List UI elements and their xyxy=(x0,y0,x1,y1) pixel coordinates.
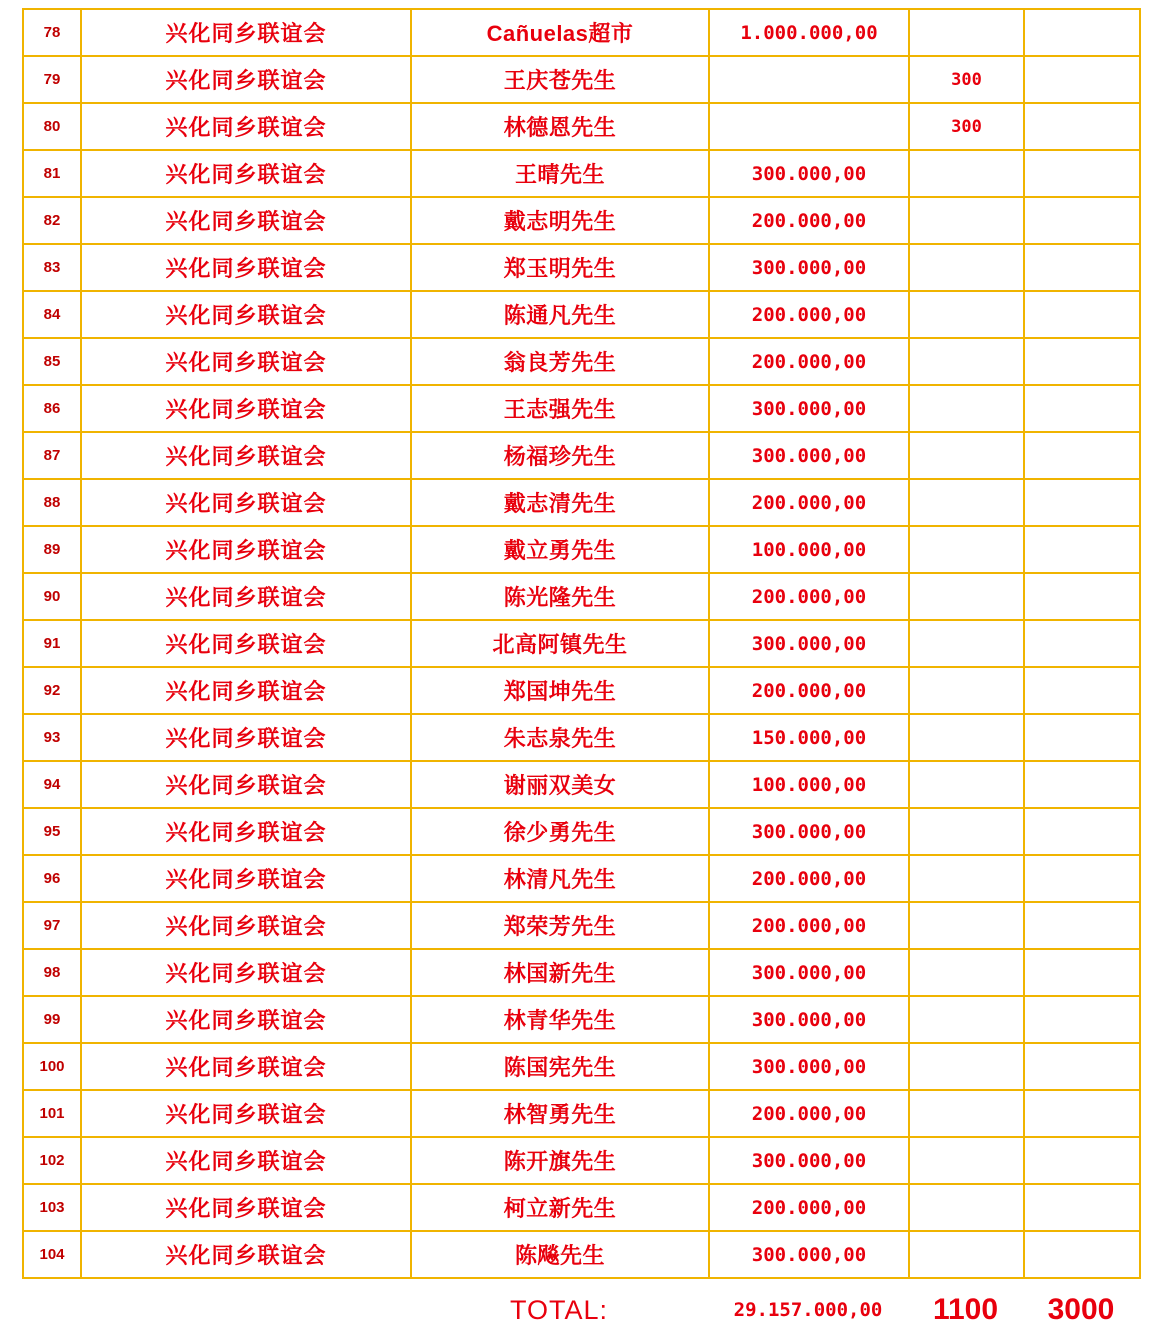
row-amount: 200.000,00 xyxy=(709,1090,909,1137)
row-amount: 200.000,00 xyxy=(709,902,909,949)
table-row xyxy=(23,949,1140,996)
row-organization: 兴化同乡联谊会 xyxy=(81,197,411,244)
row-organization: 兴化同乡联谊会 xyxy=(81,949,411,996)
row-index: 83 xyxy=(23,244,81,291)
row-index: 97 xyxy=(23,902,81,949)
total-quantity-a: 1100 xyxy=(932,1293,999,1326)
row-index: 84 xyxy=(23,291,81,338)
row-index: 89 xyxy=(23,526,81,573)
row-amount: 300.000,00 xyxy=(709,1231,909,1278)
row-quantity-b xyxy=(1024,103,1140,150)
row-amount: 1.000.000,00 xyxy=(709,9,909,56)
row-quantity-b xyxy=(1024,855,1140,902)
row-index: 94 xyxy=(23,761,81,808)
row-donor: 郑国坤先生 xyxy=(411,667,709,714)
row-quantity-a xyxy=(909,714,1024,761)
table-row xyxy=(23,1043,1140,1090)
table-row xyxy=(23,1090,1140,1137)
row-index: 91 xyxy=(23,620,81,667)
row-donor: 陈飚先生 xyxy=(411,1231,709,1278)
row-quantity-a xyxy=(909,902,1024,949)
row-quantity-b xyxy=(1024,620,1140,667)
row-organization: 兴化同乡联谊会 xyxy=(81,479,411,526)
row-amount: 200.000,00 xyxy=(709,338,909,385)
row-organization: 兴化同乡联谊会 xyxy=(81,103,411,150)
row-amount xyxy=(709,103,909,150)
donations-table-body xyxy=(23,9,1140,1278)
row-organization: 兴化同乡联谊会 xyxy=(81,902,411,949)
row-amount: 300.000,00 xyxy=(709,1137,909,1184)
total-quantity-b: 3000 xyxy=(1047,1293,1115,1326)
total-row xyxy=(22,1279,1139,1341)
row-donor: 王晴先生 xyxy=(411,150,709,197)
row-amount: 150.000,00 xyxy=(709,714,909,761)
row-donor: 林智勇先生 xyxy=(411,1090,709,1137)
table-row xyxy=(23,902,1140,949)
row-index: 102 xyxy=(23,1137,81,1184)
row-amount: 100.000,00 xyxy=(709,526,909,573)
row-donor: 朱志泉先生 xyxy=(411,714,709,761)
row-donor: 林德恩先生 xyxy=(411,103,709,150)
row-organization: 兴化同乡联谊会 xyxy=(81,1043,411,1090)
total-amount: 29.157.000,00 xyxy=(733,1299,883,1321)
row-quantity-b xyxy=(1024,573,1140,620)
row-quantity-a xyxy=(909,1090,1024,1137)
row-donor: 林青华先生 xyxy=(411,996,709,1043)
row-amount: 200.000,00 xyxy=(709,667,909,714)
row-donor: 林清凡先生 xyxy=(411,855,709,902)
row-amount: 300.000,00 xyxy=(709,949,909,996)
table-row xyxy=(23,996,1140,1043)
row-index: 92 xyxy=(23,667,81,714)
row-index: 93 xyxy=(23,714,81,761)
row-donor: 郑荣芳先生 xyxy=(411,902,709,949)
row-quantity-a xyxy=(909,855,1024,902)
row-quantity-a xyxy=(909,526,1024,573)
table-row xyxy=(23,714,1140,761)
row-quantity-a xyxy=(909,761,1024,808)
row-amount: 200.000,00 xyxy=(709,855,909,902)
row-amount: 300.000,00 xyxy=(709,432,909,479)
row-index: 103 xyxy=(23,1184,81,1231)
row-donor: 柯立新先生 xyxy=(411,1184,709,1231)
row-index: 79 xyxy=(23,56,81,103)
row-amount xyxy=(709,56,909,103)
row-quantity-a xyxy=(909,1043,1024,1090)
row-quantity-b xyxy=(1024,949,1140,996)
row-quantity-b xyxy=(1024,56,1140,103)
row-quantity-a xyxy=(909,479,1024,526)
table-row xyxy=(23,855,1140,902)
row-quantity-a xyxy=(909,996,1024,1043)
row-index: 88 xyxy=(23,479,81,526)
row-amount: 100.000,00 xyxy=(709,761,909,808)
row-donor: 谢丽双美女 xyxy=(411,761,709,808)
table-row xyxy=(23,150,1140,197)
row-quantity-b xyxy=(1024,1043,1140,1090)
row-amount: 300.000,00 xyxy=(709,808,909,855)
table-row xyxy=(23,479,1140,526)
row-organization: 兴化同乡联谊会 xyxy=(81,761,411,808)
row-index: 96 xyxy=(23,855,81,902)
row-index: 82 xyxy=(23,197,81,244)
table-row xyxy=(23,385,1140,432)
table-row xyxy=(23,667,1140,714)
row-amount: 200.000,00 xyxy=(709,479,909,526)
row-amount: 300.000,00 xyxy=(709,150,909,197)
row-index: 95 xyxy=(23,808,81,855)
row-quantity-a xyxy=(909,244,1024,291)
table-row xyxy=(23,103,1140,150)
row-donor: 林国新先生 xyxy=(411,949,709,996)
row-index: 98 xyxy=(23,949,81,996)
row-organization: 兴化同乡联谊会 xyxy=(81,714,411,761)
row-quantity-b xyxy=(1024,338,1140,385)
row-organization: 兴化同乡联谊会 xyxy=(81,1137,411,1184)
row-donor: 陈光隆先生 xyxy=(411,573,709,620)
row-quantity-b xyxy=(1024,1231,1140,1278)
row-organization: 兴化同乡联谊会 xyxy=(81,667,411,714)
row-quantity-b xyxy=(1024,1137,1140,1184)
row-quantity-b xyxy=(1024,526,1140,573)
row-organization: 兴化同乡联谊会 xyxy=(81,1184,411,1231)
row-quantity-a xyxy=(909,1231,1024,1278)
row-donor: 戴志清先生 xyxy=(411,479,709,526)
row-organization: 兴化同乡联谊会 xyxy=(81,244,411,291)
row-organization: 兴化同乡联谊会 xyxy=(81,385,411,432)
row-quantity-a xyxy=(909,667,1024,714)
row-quantity-a xyxy=(909,385,1024,432)
row-organization: 兴化同乡联谊会 xyxy=(81,9,411,56)
row-quantity-b xyxy=(1024,761,1140,808)
row-organization: 兴化同乡联谊会 xyxy=(81,620,411,667)
row-index: 90 xyxy=(23,573,81,620)
row-amount: 200.000,00 xyxy=(709,1184,909,1231)
table-row xyxy=(23,56,1140,103)
table-row xyxy=(23,1137,1140,1184)
donations-table xyxy=(22,8,1141,1279)
row-organization: 兴化同乡联谊会 xyxy=(81,855,411,902)
row-quantity-a: 300 xyxy=(909,103,1024,150)
row-quantity-a xyxy=(909,573,1024,620)
table-row xyxy=(23,526,1140,573)
row-quantity-a xyxy=(909,9,1024,56)
row-amount: 200.000,00 xyxy=(709,291,909,338)
row-donor: 北高阿镇先生 xyxy=(411,620,709,667)
row-quantity-b xyxy=(1024,385,1140,432)
row-quantity-a xyxy=(909,432,1024,479)
table-row xyxy=(23,244,1140,291)
row-quantity-b xyxy=(1024,244,1140,291)
row-amount: 200.000,00 xyxy=(709,573,909,620)
row-index: 85 xyxy=(23,338,81,385)
row-quantity-a: 300 xyxy=(909,56,1024,103)
row-quantity-b xyxy=(1024,1184,1140,1231)
row-donor: 陈国宪先生 xyxy=(411,1043,709,1090)
row-organization: 兴化同乡联谊会 xyxy=(81,996,411,1043)
row-amount: 300.000,00 xyxy=(709,244,909,291)
row-organization: 兴化同乡联谊会 xyxy=(81,526,411,573)
row-amount: 300.000,00 xyxy=(709,1043,909,1090)
table-row xyxy=(23,620,1140,667)
row-quantity-b xyxy=(1024,291,1140,338)
row-donor: 王志强先生 xyxy=(411,385,709,432)
table-row xyxy=(23,338,1140,385)
row-donor: 郑玉明先生 xyxy=(411,244,709,291)
row-quantity-a xyxy=(909,1184,1024,1231)
row-quantity-b xyxy=(1024,150,1140,197)
row-donor: 陈开旗先生 xyxy=(411,1137,709,1184)
row-organization: 兴化同乡联谊会 xyxy=(81,573,411,620)
row-donor: Cañuelas超市 xyxy=(411,9,709,56)
table-row xyxy=(23,808,1140,855)
row-quantity-b xyxy=(1024,902,1140,949)
table-row xyxy=(23,9,1140,56)
row-amount: 200.000,00 xyxy=(709,197,909,244)
row-donor: 陈通凡先生 xyxy=(411,291,709,338)
row-index: 86 xyxy=(23,385,81,432)
row-quantity-b xyxy=(1024,667,1140,714)
table-row xyxy=(23,1231,1140,1278)
table-row xyxy=(23,197,1140,244)
row-quantity-b xyxy=(1024,714,1140,761)
row-quantity-b xyxy=(1024,1090,1140,1137)
row-organization: 兴化同乡联谊会 xyxy=(81,150,411,197)
table-row xyxy=(23,1184,1140,1231)
row-donor: 戴志明先生 xyxy=(411,197,709,244)
row-amount: 300.000,00 xyxy=(709,385,909,432)
row-organization: 兴化同乡联谊会 xyxy=(81,338,411,385)
row-quantity-b xyxy=(1024,996,1140,1043)
row-quantity-b xyxy=(1024,479,1140,526)
row-quantity-b xyxy=(1024,197,1140,244)
row-index: 87 xyxy=(23,432,81,479)
total-label: TOTAL: xyxy=(509,1294,609,1325)
row-quantity-a xyxy=(909,949,1024,996)
row-quantity-b xyxy=(1024,432,1140,479)
row-quantity-a xyxy=(909,620,1024,667)
row-organization: 兴化同乡联谊会 xyxy=(81,56,411,103)
row-organization: 兴化同乡联谊会 xyxy=(81,291,411,338)
row-index: 80 xyxy=(23,103,81,150)
row-amount: 300.000,00 xyxy=(709,620,909,667)
row-donor: 戴立勇先生 xyxy=(411,526,709,573)
table-row xyxy=(23,432,1140,479)
row-quantity-a xyxy=(909,808,1024,855)
row-quantity-b xyxy=(1024,808,1140,855)
row-quantity-a xyxy=(909,197,1024,244)
row-quantity-a xyxy=(909,338,1024,385)
row-index: 101 xyxy=(23,1090,81,1137)
row-amount: 300.000,00 xyxy=(709,996,909,1043)
table-row xyxy=(23,761,1140,808)
row-donor: 翁良芳先生 xyxy=(411,338,709,385)
row-donor: 杨福珍先生 xyxy=(411,432,709,479)
row-quantity-a xyxy=(909,150,1024,197)
row-index: 104 xyxy=(23,1231,81,1278)
row-index: 81 xyxy=(23,150,81,197)
row-organization: 兴化同乡联谊会 xyxy=(81,1231,411,1278)
row-quantity-a xyxy=(909,1137,1024,1184)
row-donor: 王庆苍先生 xyxy=(411,56,709,103)
table-row xyxy=(23,573,1140,620)
row-donor: 徐少勇先生 xyxy=(411,808,709,855)
row-organization: 兴化同乡联谊会 xyxy=(81,432,411,479)
table-row xyxy=(23,291,1140,338)
row-organization: 兴化同乡联谊会 xyxy=(81,1090,411,1137)
row-index: 100 xyxy=(23,1043,81,1090)
row-index: 99 xyxy=(23,996,81,1043)
row-quantity-a xyxy=(909,291,1024,338)
row-index: 78 xyxy=(23,9,81,56)
row-quantity-b xyxy=(1024,9,1140,56)
row-organization: 兴化同乡联谊会 xyxy=(81,808,411,855)
